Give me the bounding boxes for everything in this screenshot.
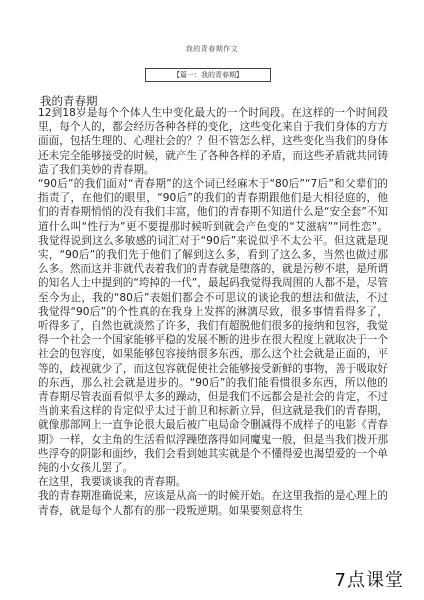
section-label: 【篇一：我的青春期】 xyxy=(173,71,243,79)
paragraph-1: 12到18岁是每个个体人生中变化最大的一个时间段。在这样的一个时间段里，每个人的，都会经历各种各样的变化，这些变化来自于我们身体的方方面面，包括生理的、心理社会的？？但不管怎么样，这些变化当我们的身体还未完全能够接受的时候，就产生了各种各样的矛盾，而这些矛盾就共同铸造了我们美妙的青春期。 xyxy=(38,107,388,176)
body-text xyxy=(38,106,388,518)
page-title: 我的青春期作文 xyxy=(185,45,239,53)
section-label-box xyxy=(145,68,271,82)
paragraph-4: 我的青春期准确说来，应该是从高一的时候开始。在这里我指的是心理上的青春，就是每个人都有的那一段叛逆期。如果要刻意将生 xyxy=(38,490,388,517)
paragraph-3: 在这里，我要谈谈我的青春期。 xyxy=(38,476,187,489)
paragraph-2: “90后”的我们面对“青春期”的这个词已经麻木于“80后”“7后”和父辈们的指责了，在他们的眼里，“90后”的我们的青春期跟他们是大相径庭的，他们的青春期悄悄的没有我们丰富，他们的青春期不知道什么是“安全套”不知道什么叫“性行为”更不要提那时候听到就会产色变的“艾滋病”“同性恋”。我觉得说到这么多敏感的词汇对于“90后”来说似乎不太公平。但这就是现实，“90后”的我们先于他们了解到这么多，看到了这么多，当然也做过那么多。然而这并非就代表着我们的青春就是堕落的，就是污秽不堪，是所谓的知名人士中提到的“垮掉的一代”，最起码我觉得我周围的人都不是，尽管至今为止，我的“80后”表姐们都会不可思议的谈论我的想法和做法，不过我觉得“90后”的个性真的在我身上发挥的淋漓尽致，很多事情看得多了，听得多了，自然也就淡然了许多，我们有超脱他们很多的接纳和包容，我觉得一个社会一个国家能够平稳的发展不断的进步在很大程度上就取决于一个社会的包容度，如果能够包容接纳很多东西，那么这个社会就是正面的，平等的，歧视就少了，而这包容就促使社会能够接受新鲜的事物，善于吸取好的东西，那么社会就是进步的。“90后”的我们能看惯很多东西，所以他的青春期尽管表面看似乎太多的躁动，但是我们不远都会是社会的肯定，不过当前来看这样的肯定似乎太过于前卫和标新立异，但这就是我们的青春期，就像那部网上一直争论很大最后被广电局命令删减得不成样子的电影《青春期》一样，女主角的生活看似浮躁堕落得如同魔鬼一般，但是当我们拨开那些浮夸的阴影和面纱，我们会看到她其实就是个不懂得爱也渴望爱的一个单纯的小女孩儿罢了。 xyxy=(38,178,388,475)
watermark: 7点课堂 xyxy=(334,570,404,591)
doc-heading: 我的青春期 xyxy=(40,94,98,108)
